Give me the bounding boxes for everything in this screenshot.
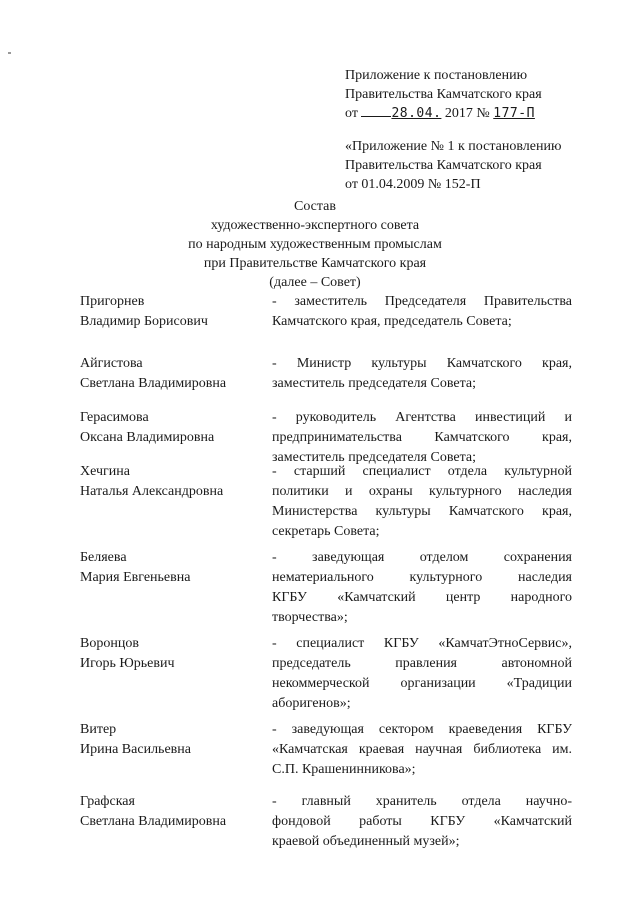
member-role-line: заместитель председателя Совета; <box>272 450 476 465</box>
title-line-4: при Правительстве Камчатского края <box>203 256 427 271</box>
member-role-line: Министерства культуры Камчатского края, <box>272 504 572 519</box>
member-given-names: Владимир Борисович <box>80 314 208 329</box>
member-given-names: Игорь Юрьевич <box>80 656 175 671</box>
member-name <box>80 408 270 448</box>
member-role <box>272 792 572 852</box>
document-title <box>150 197 480 292</box>
member-given-names: Оксана Владимировна <box>80 430 215 445</box>
member-given-names: Ирина Васильевна <box>80 742 191 757</box>
annex-from-prefix: от <box>345 106 358 121</box>
member-name <box>80 720 270 760</box>
member-role-line: предпринимательства Камчатского края, <box>272 430 572 445</box>
annex-orig-line-3: от 01.04.2009 № 152-П <box>345 177 481 192</box>
scan-speck <box>8 52 11 54</box>
member-surname: Айгистова <box>80 356 143 371</box>
member-role <box>272 634 572 714</box>
member-given-names: Светлана Владимировна <box>80 814 227 829</box>
member-role-line: заместитель председателя Совета; <box>272 376 476 391</box>
member-surname: Беляева <box>80 550 127 565</box>
annex-year: 2017 <box>444 106 473 121</box>
member-surname: Графская <box>80 794 135 809</box>
member-role-line: творчества»; <box>272 610 348 625</box>
annex-number-sign: № <box>476 106 490 121</box>
member-role <box>272 548 572 628</box>
member-role-line: - старший специалист отдела культурной <box>272 464 572 479</box>
member-role <box>272 408 572 468</box>
date-underline <box>361 104 391 117</box>
member-name <box>80 634 270 674</box>
title-line-1: Состав <box>293 199 336 214</box>
member-given-names: Мария Евгеньевна <box>80 570 191 585</box>
member-role-line: председатель правления автономной <box>272 656 572 671</box>
title-line-3: по народным художественным промыслам <box>188 237 442 252</box>
member-role-line: «Камчатская краевая научная библиотека им. <box>272 742 572 757</box>
title-line-2: художественно-экспертного совета <box>210 218 420 233</box>
member-role-line: - заведующая сектором краеведения КГБУ <box>272 722 572 737</box>
annex-header-current <box>345 66 542 123</box>
member-given-names: Наталья Александровна <box>80 484 224 499</box>
member-role-line: краевой объединенный музей»; <box>272 834 460 849</box>
member-name <box>80 792 270 832</box>
member-surname: Витер <box>80 722 117 737</box>
member-role-line: - заведующая отделом сохранения <box>272 550 572 565</box>
member-role-line: фондовой работы КГБУ «Камчатский <box>272 814 572 829</box>
member-name <box>80 292 270 332</box>
member-surname: Пригорнев <box>80 294 145 309</box>
member-role-line: политики и охраны культурного наследия <box>272 484 572 499</box>
annex-line-1: Приложение к постановлению <box>345 68 528 83</box>
member-role-line: - Министр культуры Камчатского края, <box>272 356 572 371</box>
member-role-line: - заместитель Председателя Правительства <box>272 294 572 309</box>
member-role <box>272 354 572 394</box>
member-surname: Воронцов <box>80 636 139 651</box>
annex-orig-line-2: Правительства Камчатского края <box>345 158 542 173</box>
member-role-line: секретарь Совета; <box>272 524 380 539</box>
annex-date: 28.04. <box>391 106 442 121</box>
member-role-line: - специалист КГБУ «КамчатЭтноСервис», <box>272 636 572 651</box>
member-name <box>80 548 270 588</box>
member-role-line: аборигенов»; <box>272 696 351 711</box>
member-role-line: С.П. Крашенинникова»; <box>272 762 416 777</box>
member-role-line: некоммерческой организации «Традиции <box>272 676 572 691</box>
annex-header-original <box>345 137 561 194</box>
annex-orig-line-1: «Приложение № 1 к постановлению <box>345 139 562 154</box>
member-role-line: Камчатского края, председатель Совета; <box>272 314 512 329</box>
annex-date-line <box>345 104 542 123</box>
member-role <box>272 462 572 542</box>
member-role-line: нематериального культурного наследия <box>272 570 572 585</box>
annex-number: 177-П <box>493 106 535 121</box>
member-surname: Герасимова <box>80 410 149 425</box>
member-role <box>272 720 572 780</box>
member-surname: Хечгина <box>80 464 130 479</box>
member-role <box>272 292 572 332</box>
title-line-5: (далее – Совет) <box>269 275 361 290</box>
annex-line-2: Правительства Камчатского края <box>345 87 542 102</box>
member-name <box>80 462 270 502</box>
member-role-line: КГБУ «Камчатский центр народного <box>272 590 572 605</box>
member-role-line: - главный хранитель отдела научно- <box>272 794 572 809</box>
member-name <box>80 354 270 394</box>
member-given-names: Светлана Владимировна <box>80 376 227 391</box>
member-role-line: - руководитель Агентства инвестиций и <box>272 410 572 425</box>
